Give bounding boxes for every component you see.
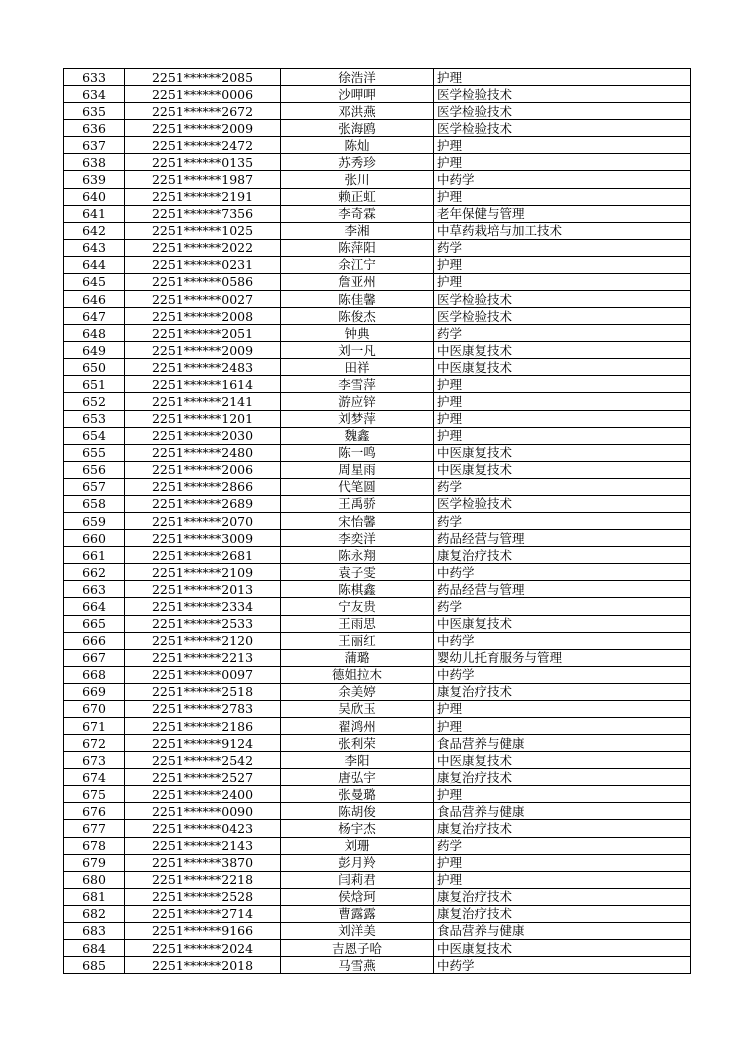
student-name-cell: 陈佳馨 — [281, 291, 434, 308]
student-id-cell: 2251******2681 — [125, 547, 281, 564]
student-id-cell: 2251******2518 — [125, 683, 281, 700]
student-name-cell: 苏秀珍 — [281, 154, 434, 171]
table-row — [64, 837, 691, 854]
student-id-cell: 2251******0423 — [125, 820, 281, 837]
major-cell: 护理 — [434, 69, 691, 86]
student-id-cell: 2251******2120 — [125, 632, 281, 649]
major-cell: 护理 — [434, 427, 691, 444]
student-id-cell: 2251******9124 — [125, 735, 281, 752]
table-row — [64, 171, 691, 188]
major-cell: 食品营养与健康 — [434, 803, 691, 820]
row-number-cell: 649 — [64, 342, 125, 359]
student-id-cell: 2251******2528 — [125, 888, 281, 905]
major-cell: 中草药栽培与加工技术 — [434, 222, 691, 239]
student-name-cell: 陈一鸣 — [281, 444, 434, 461]
student-id-cell: 2251******2006 — [125, 461, 281, 478]
student-name-cell: 游应锌 — [281, 393, 434, 410]
student-name-cell: 陈胡俊 — [281, 803, 434, 820]
student-name-cell: 李阳 — [281, 752, 434, 769]
row-number-cell: 662 — [64, 564, 125, 581]
major-cell: 药品经营与管理 — [434, 530, 691, 547]
student-id-cell: 2251******2191 — [125, 188, 281, 205]
row-number-cell: 641 — [64, 205, 125, 222]
row-number-cell: 650 — [64, 359, 125, 376]
student-id-cell: 2251******2030 — [125, 427, 281, 444]
row-number-cell: 637 — [64, 137, 125, 154]
student-id-cell: 2251******2400 — [125, 786, 281, 803]
student-name-cell: 钟典 — [281, 325, 434, 342]
row-number-cell: 681 — [64, 888, 125, 905]
row-number-cell: 673 — [64, 752, 125, 769]
row-number-cell: 680 — [64, 871, 125, 888]
major-cell: 护理 — [434, 854, 691, 871]
row-number-cell: 635 — [64, 103, 125, 120]
row-number-cell: 684 — [64, 939, 125, 956]
table-row — [64, 478, 691, 495]
student-name-cell: 徐浩洋 — [281, 69, 434, 86]
table-row — [64, 69, 691, 86]
student-id-cell: 2251******2186 — [125, 717, 281, 734]
student-id-cell: 2251******2480 — [125, 444, 281, 461]
major-cell: 护理 — [434, 786, 691, 803]
student-name-cell: 李湘 — [281, 222, 434, 239]
major-cell: 老年保健与管理 — [434, 205, 691, 222]
student-id-cell: 2251******0006 — [125, 86, 281, 103]
student-id-cell: 2251******0586 — [125, 273, 281, 290]
student-name-cell: 余美婷 — [281, 683, 434, 700]
row-number-cell: 659 — [64, 513, 125, 530]
major-cell: 中药学 — [434, 632, 691, 649]
student-id-cell: 2251******2672 — [125, 103, 281, 120]
table-row — [64, 120, 691, 137]
student-name-cell: 蒲璐 — [281, 649, 434, 666]
major-cell: 护理 — [434, 188, 691, 205]
table-row — [64, 939, 691, 956]
row-number-cell: 670 — [64, 700, 125, 717]
row-number-cell: 667 — [64, 649, 125, 666]
major-cell: 药学 — [434, 513, 691, 530]
major-cell: 药学 — [434, 325, 691, 342]
table-row — [64, 188, 691, 205]
table-row — [64, 700, 691, 717]
major-cell: 中医康复技术 — [434, 752, 691, 769]
row-number-cell: 642 — [64, 222, 125, 239]
student-id-cell: 2251******2527 — [125, 769, 281, 786]
table-row — [64, 342, 691, 359]
row-number-cell: 678 — [64, 837, 125, 854]
major-cell: 康复治疗技术 — [434, 769, 691, 786]
student-name-cell: 吉恩子哈 — [281, 939, 434, 956]
row-number-cell: 638 — [64, 154, 125, 171]
table-row — [64, 103, 691, 120]
major-cell: 护理 — [434, 700, 691, 717]
student-name-cell: 张曼璐 — [281, 786, 434, 803]
student-id-cell: 2251******1614 — [125, 376, 281, 393]
major-cell: 药学 — [434, 598, 691, 615]
student-id-cell: 2251******2533 — [125, 615, 281, 632]
table-row — [64, 871, 691, 888]
row-number-cell: 665 — [64, 615, 125, 632]
table-row — [64, 854, 691, 871]
student-name-cell: 侯焓珂 — [281, 888, 434, 905]
student-id-cell: 2251******0135 — [125, 154, 281, 171]
table-row — [64, 393, 691, 410]
student-id-cell: 2251******7356 — [125, 205, 281, 222]
student-name-cell: 李奇霖 — [281, 205, 434, 222]
major-cell: 医学检验技术 — [434, 86, 691, 103]
student-name-cell: 陈永翔 — [281, 547, 434, 564]
student-id-cell: 2251******2008 — [125, 308, 281, 325]
table-row — [64, 86, 691, 103]
row-number-cell: 658 — [64, 495, 125, 512]
major-cell: 药学 — [434, 239, 691, 256]
table-row — [64, 325, 691, 342]
student-name-cell: 陈棋鑫 — [281, 581, 434, 598]
major-cell: 中医康复技术 — [434, 359, 691, 376]
student-name-cell: 袁子雯 — [281, 564, 434, 581]
student-id-cell: 2251******3009 — [125, 530, 281, 547]
major-cell: 中药学 — [434, 171, 691, 188]
table-row — [64, 957, 691, 974]
student-name-cell: 刘一凡 — [281, 342, 434, 359]
student-name-cell: 沙呷呷 — [281, 86, 434, 103]
row-number-cell: 651 — [64, 376, 125, 393]
major-cell: 药学 — [434, 837, 691, 854]
row-number-cell: 685 — [64, 957, 125, 974]
student-name-cell: 唐弘宇 — [281, 769, 434, 786]
table-row — [64, 735, 691, 752]
table-row — [64, 427, 691, 444]
row-number-cell: 660 — [64, 530, 125, 547]
row-number-cell: 682 — [64, 905, 125, 922]
major-cell: 中药学 — [434, 564, 691, 581]
major-cell: 食品营养与健康 — [434, 922, 691, 939]
major-cell: 护理 — [434, 393, 691, 410]
row-number-cell: 664 — [64, 598, 125, 615]
table-row — [64, 513, 691, 530]
student-id-cell: 2251******2013 — [125, 581, 281, 598]
table-row — [64, 820, 691, 837]
major-cell: 医学检验技术 — [434, 103, 691, 120]
row-number-cell: 657 — [64, 478, 125, 495]
table-row — [64, 308, 691, 325]
table-row — [64, 666, 691, 683]
student-id-cell: 2251******0097 — [125, 666, 281, 683]
table-row — [64, 444, 691, 461]
table-row — [64, 359, 691, 376]
student-id-cell: 2251******2542 — [125, 752, 281, 769]
student-name-cell: 王丽红 — [281, 632, 434, 649]
student-id-cell: 2251******2009 — [125, 342, 281, 359]
row-number-cell: 634 — [64, 86, 125, 103]
row-number-cell: 644 — [64, 256, 125, 273]
table-row — [64, 256, 691, 273]
major-cell: 康复治疗技术 — [434, 683, 691, 700]
major-cell: 护理 — [434, 717, 691, 734]
roster-table — [63, 68, 691, 974]
table-row — [64, 922, 691, 939]
student-name-cell: 张利荣 — [281, 735, 434, 752]
major-cell: 药品经营与管理 — [434, 581, 691, 598]
student-name-cell: 陈灿 — [281, 137, 434, 154]
student-name-cell: 刘洋美 — [281, 922, 434, 939]
row-number-cell: 640 — [64, 188, 125, 205]
major-cell: 护理 — [434, 137, 691, 154]
row-number-cell: 666 — [64, 632, 125, 649]
student-name-cell: 翟鸿州 — [281, 717, 434, 734]
major-cell: 医学检验技术 — [434, 120, 691, 137]
student-id-cell: 2251******2218 — [125, 871, 281, 888]
student-id-cell: 2251******3870 — [125, 854, 281, 871]
student-name-cell: 詹亚州 — [281, 273, 434, 290]
major-cell: 医学检验技术 — [434, 308, 691, 325]
student-id-cell: 2251******9166 — [125, 922, 281, 939]
student-id-cell: 2251******2109 — [125, 564, 281, 581]
table-row — [64, 530, 691, 547]
table-row — [64, 649, 691, 666]
student-name-cell: 曹露露 — [281, 905, 434, 922]
major-cell: 医学检验技术 — [434, 495, 691, 512]
roster-body — [64, 69, 691, 974]
row-number-cell: 645 — [64, 273, 125, 290]
student-id-cell: 2251******1201 — [125, 410, 281, 427]
row-number-cell: 671 — [64, 717, 125, 734]
student-name-cell: 吴欣玉 — [281, 700, 434, 717]
student-id-cell: 2251******2472 — [125, 137, 281, 154]
student-name-cell: 宋怡馨 — [281, 513, 434, 530]
student-name-cell: 张川 — [281, 171, 434, 188]
table-row — [64, 717, 691, 734]
student-name-cell: 李雪萍 — [281, 376, 434, 393]
table-row — [64, 547, 691, 564]
student-id-cell: 2251******2070 — [125, 513, 281, 530]
student-name-cell: 王禹骄 — [281, 495, 434, 512]
major-cell: 中医康复技术 — [434, 615, 691, 632]
major-cell: 康复治疗技术 — [434, 820, 691, 837]
student-name-cell: 魏鑫 — [281, 427, 434, 444]
row-number-cell: 643 — [64, 239, 125, 256]
student-id-cell: 2251******0027 — [125, 291, 281, 308]
student-name-cell: 周星雨 — [281, 461, 434, 478]
row-number-cell: 654 — [64, 427, 125, 444]
row-number-cell: 647 — [64, 308, 125, 325]
student-name-cell: 赖正虹 — [281, 188, 434, 205]
major-cell: 婴幼儿托育服务与管理 — [434, 649, 691, 666]
major-cell: 医学检验技术 — [434, 291, 691, 308]
table-row — [64, 222, 691, 239]
student-id-cell: 2251******2714 — [125, 905, 281, 922]
major-cell: 康复治疗技术 — [434, 547, 691, 564]
major-cell: 护理 — [434, 871, 691, 888]
table-row — [64, 803, 691, 820]
student-id-cell: 2251******2783 — [125, 700, 281, 717]
row-number-cell: 672 — [64, 735, 125, 752]
student-name-cell: 彭月羚 — [281, 854, 434, 871]
major-cell: 护理 — [434, 376, 691, 393]
student-id-cell: 2251******1025 — [125, 222, 281, 239]
major-cell: 食品营养与健康 — [434, 735, 691, 752]
row-number-cell: 646 — [64, 291, 125, 308]
student-id-cell: 2251******2143 — [125, 837, 281, 854]
major-cell: 中医康复技术 — [434, 461, 691, 478]
student-id-cell: 2251******2213 — [125, 649, 281, 666]
row-number-cell: 636 — [64, 120, 125, 137]
table-row — [64, 786, 691, 803]
row-number-cell: 663 — [64, 581, 125, 598]
row-number-cell: 633 — [64, 69, 125, 86]
student-id-cell: 2251******2334 — [125, 598, 281, 615]
table-row — [64, 888, 691, 905]
student-name-cell: 田祥 — [281, 359, 434, 376]
major-cell: 中医康复技术 — [434, 342, 691, 359]
major-cell: 中医康复技术 — [434, 939, 691, 956]
row-number-cell: 675 — [64, 786, 125, 803]
major-cell: 护理 — [434, 410, 691, 427]
table-row — [64, 632, 691, 649]
major-cell: 药学 — [434, 478, 691, 495]
student-id-cell: 2251******2866 — [125, 478, 281, 495]
student-name-cell: 余江宁 — [281, 256, 434, 273]
row-number-cell: 668 — [64, 666, 125, 683]
major-cell: 中医康复技术 — [434, 444, 691, 461]
table-row — [64, 564, 691, 581]
table-row — [64, 905, 691, 922]
student-id-cell: 2251******2085 — [125, 69, 281, 86]
major-cell: 中药学 — [434, 957, 691, 974]
student-name-cell: 代笔圆 — [281, 478, 434, 495]
student-id-cell: 2251******1987 — [125, 171, 281, 188]
table-row — [64, 752, 691, 769]
major-cell: 康复治疗技术 — [434, 905, 691, 922]
student-name-cell: 陈俊杰 — [281, 308, 434, 325]
table-row — [64, 461, 691, 478]
table-row — [64, 137, 691, 154]
table-row — [64, 239, 691, 256]
table-row — [64, 769, 691, 786]
row-number-cell: 656 — [64, 461, 125, 478]
row-number-cell: 679 — [64, 854, 125, 871]
row-number-cell: 661 — [64, 547, 125, 564]
student-id-cell: 2251******2141 — [125, 393, 281, 410]
table-row — [64, 615, 691, 632]
student-id-cell: 2251******0090 — [125, 803, 281, 820]
student-name-cell: 马雪燕 — [281, 957, 434, 974]
row-number-cell: 676 — [64, 803, 125, 820]
student-id-cell: 2251******2018 — [125, 957, 281, 974]
student-id-cell: 2251******2022 — [125, 239, 281, 256]
table-row — [64, 154, 691, 171]
table-row — [64, 683, 691, 700]
row-number-cell: 677 — [64, 820, 125, 837]
table-row — [64, 410, 691, 427]
row-number-cell: 653 — [64, 410, 125, 427]
student-name-cell: 宁友贵 — [281, 598, 434, 615]
table-row — [64, 273, 691, 290]
student-id-cell: 2251******0231 — [125, 256, 281, 273]
student-name-cell: 陈萍阳 — [281, 239, 434, 256]
student-name-cell: 德姐拉木 — [281, 666, 434, 683]
table-row — [64, 495, 691, 512]
row-number-cell: 674 — [64, 769, 125, 786]
student-id-cell: 2251******2483 — [125, 359, 281, 376]
row-number-cell: 655 — [64, 444, 125, 461]
major-cell: 护理 — [434, 256, 691, 273]
student-name-cell: 王雨思 — [281, 615, 434, 632]
major-cell: 中药学 — [434, 666, 691, 683]
row-number-cell: 683 — [64, 922, 125, 939]
table-row — [64, 291, 691, 308]
table-row — [64, 376, 691, 393]
student-name-cell: 张海鸥 — [281, 120, 434, 137]
student-id-cell: 2251******2689 — [125, 495, 281, 512]
student-name-cell: 邓洪燕 — [281, 103, 434, 120]
student-name-cell: 刘珊 — [281, 837, 434, 854]
student-name-cell: 刘梦萍 — [281, 410, 434, 427]
table-row — [64, 205, 691, 222]
table-row — [64, 581, 691, 598]
student-id-cell: 2251******2051 — [125, 325, 281, 342]
row-number-cell: 669 — [64, 683, 125, 700]
student-name-cell: 李奕洋 — [281, 530, 434, 547]
major-cell: 护理 — [434, 154, 691, 171]
row-number-cell: 648 — [64, 325, 125, 342]
major-cell: 康复治疗技术 — [434, 888, 691, 905]
major-cell: 护理 — [434, 273, 691, 290]
student-name-cell: 杨宇杰 — [281, 820, 434, 837]
student-id-cell: 2251******2024 — [125, 939, 281, 956]
row-number-cell: 652 — [64, 393, 125, 410]
student-name-cell: 闫莉君 — [281, 871, 434, 888]
row-number-cell: 639 — [64, 171, 125, 188]
table-row — [64, 598, 691, 615]
student-id-cell: 2251******2009 — [125, 120, 281, 137]
